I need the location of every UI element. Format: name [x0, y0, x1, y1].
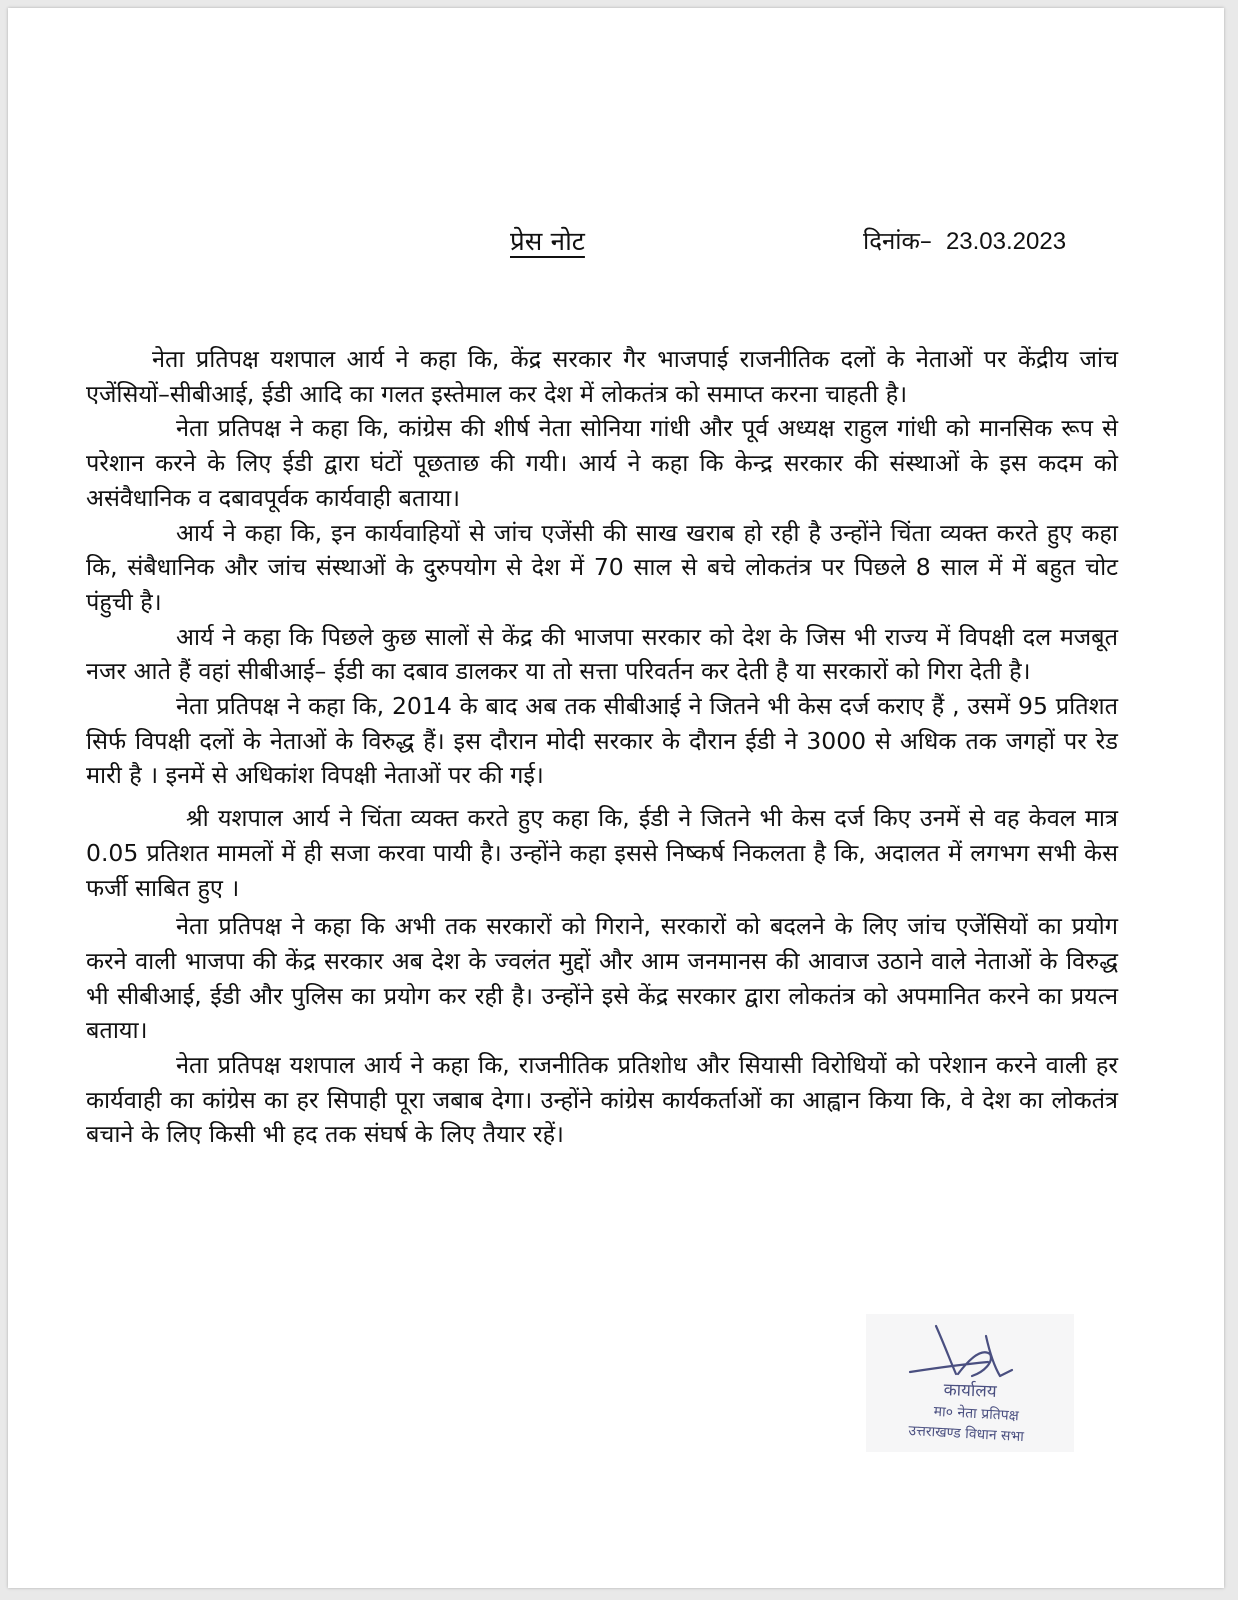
page-title: प्रेस नोट [510, 227, 585, 257]
paragraph-4: आर्य ने कहा कि पिछले कुछ सालों से केंद्र की भाजपा सरकार को देश के जिस भी राज्य में विपक्षी दल मजबूत नजर आते हैं वहां सीबीआई– ईडी का दबाव डालकर या तो सत्ता परिवर्तन कर देती है या सरकारों को गिरा देती है। [86, 622, 1118, 686]
signature-stamp-graphic [866, 1314, 1074, 1452]
paragraph-2: नेता प्रतिपक्ष ने कहा कि, कांग्रेस की शीर्ष नेता सोनिया गांधी और पूर्व अध्यक्ष राहुल गांधी को मानसिक रूप से परेशान करने के लिए ईडी द्वारा घंटों पूछताछ की गयी। आर्य ने कहा कि केन्द्र सरकार की संस्थाओं के इस कदम को असंवैधानिक व दबावपूर्वक कार्यवाही बताया। [86, 414, 1118, 512]
paragraph-7: नेता प्रतिपक्ष ने कहा कि अभी तक सरकारों को गिराने, सरकारों को बदलने के लिए जांच एजेंसियों का प्रयोग करने वाली भाजपा की केंद्र सरकार अब देश के ज्वलंत मुद्दों और आम जनमानस की आवाज उठाने वाले नेताओं के विरुद्ध भी सीबीआई, ईडी और पुलिस का प्रयोग कर रही है। उन्होंने इसे केंद्र सरकार द्वारा लोकतंत्र को अपमानित करने का प्रयत्न बताया। [86, 912, 1118, 1045]
stamp-designation-text: मा० नेता प्रतिपक्ष [933, 1403, 1020, 1425]
paragraph-3: आर्य ने कहा कि, इन कार्यवाहियों से जांच एजेंसी की साख खराब हो रही है उन्होंने चिंता व्यक्त करते हुए कहा कि, संबैधानिक और जांच संस्थाओं के दुरुपयोग से देश में 70 साल से बचे लोकतंत्र पर पिछले 8 साल में में बहुत चोट पंहुची है। [86, 518, 1118, 616]
paragraph-8: नेता प्रतिपक्ष यशपाल आर्य ने कहा कि, राजनीतिक प्रतिशोध और सियासी विरोधियों को परेशान करने वाली हर कार्यवाही का कांग्रेस का हर सिपाही पूरा जबाब देगा। उन्होंने कांग्रेस कार्यकर्ताओं का आह्वान किया कि, वे देश का लोकतंत्र बचाने के लिए किसी भी हद तक संघर्ष के लिए तैयार रहें। [86, 1051, 1118, 1149]
header [8, 222, 1224, 262]
paragraph-1: नेता प्रतिपक्ष यशपाल आर्य ने कहा कि, केंद्र सरकार गैर भाजपाई राजनीतिक दलों के नेताओं पर केंद्रीय जांच एजेंसियों–सीबीआई, ईडी आदि का गलत इस्तेमाल कर देश में लोकतंत्र को समाप्त करना चाहती है। [86, 345, 1118, 408]
paragraph-5: नेता प्रतिपक्ष ने कहा कि, 2014 के बाद अब तक सीबीआई ने जितने भी केस दर्ज कराए हैं , उसमें 95 प्रतिशत सिर्फ विपक्षी दलों के नेताओं के विरुद्ध हैं। इस दौरान मोदी सरकार के दौरान ईडी ने 3000 से अधिक तक जगहों पर रेड मारी है । इनमें से अधिकांश विपक्षी नेताओं पर की गई। [86, 692, 1118, 790]
paragraph-6: श्री यशपाल आर्य ने चिंता व्यक्त करते हुए कहा कि, ईडी ने जितने भी केस दर्ज किए उनमें से वह केवल मात्र 0.05 प्रतिशत मामलों में ही सजा करवा पायी है। उन्होंने कहा इससे निष्कर्ष निकलता है कि, अदालत में लगभग सभी केस फर्जी साबित हुए । [86, 804, 1118, 902]
stamp-office-text: कार्यालय [943, 1380, 998, 1402]
stamp-assembly-text: उत्तराखण्ड विधान सभा [908, 1422, 1025, 1446]
date-line [863, 224, 1066, 257]
date-label: दिनांक– [863, 227, 932, 255]
press-note-body [86, 342, 1118, 1152]
office-stamp [866, 1314, 1074, 1452]
press-note-page [8, 8, 1224, 1588]
signature-stroke [910, 1326, 1012, 1376]
date-value: 23.03.2023 [945, 228, 1067, 255]
